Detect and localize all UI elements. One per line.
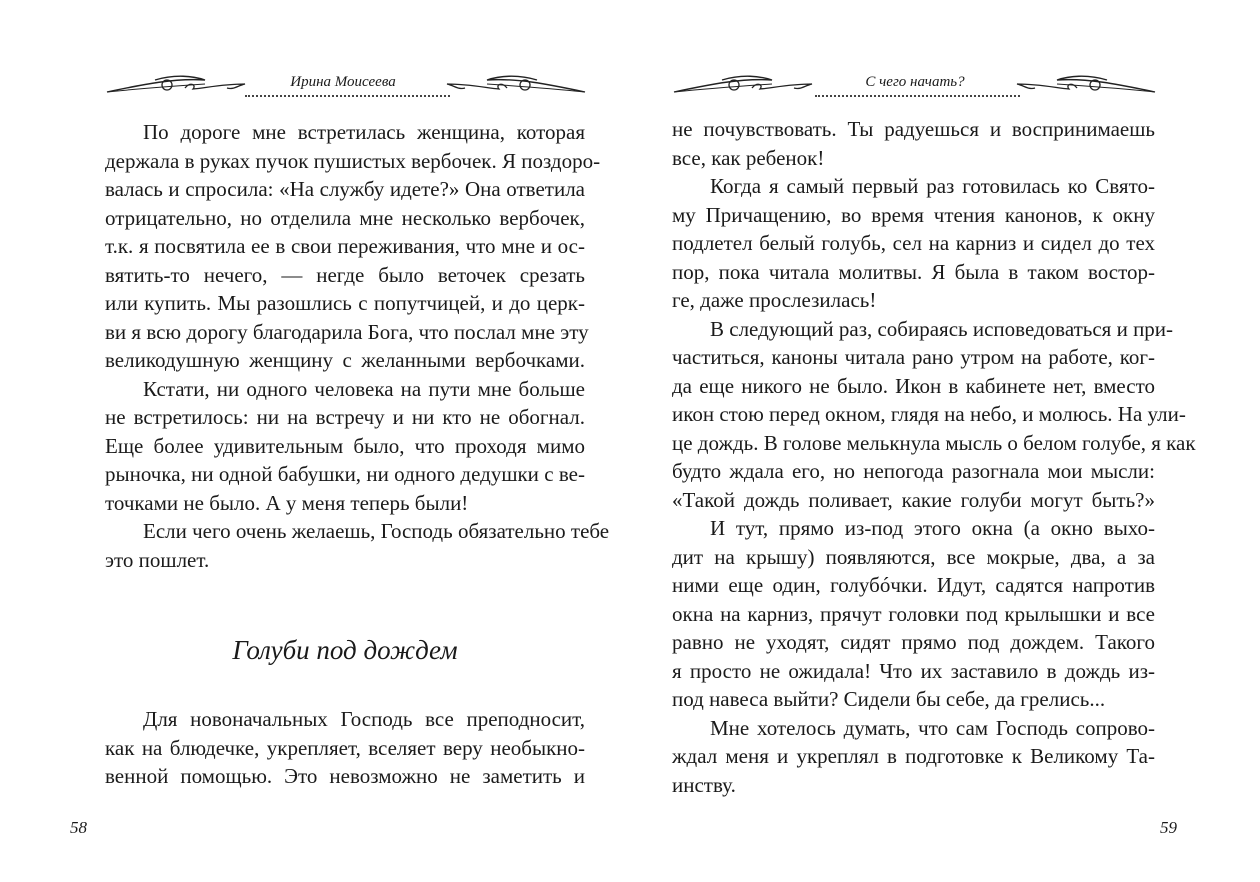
ornament-flourish-icon [445, 70, 587, 96]
text-line: венной помощью. Это невозможно не заметить и [105, 764, 585, 788]
text-line: да еще никого не было. Икон в кабинете нет, вместо [672, 373, 1155, 398]
text-line: ждал меня и укреплял в подготовке к Великому Та- [672, 744, 1155, 768]
text-line: пор, пока читала молитвы. Я была в таком востор- [672, 259, 1155, 284]
text-line: Для новоначальных Господь все преподносит, [143, 707, 585, 731]
text-line: отрицательно, но отделила мне несколько вербочек, [105, 205, 585, 230]
text-line: частиться, каноны читала рано утром на работе, ког- [672, 345, 1155, 369]
section-heading: Голуби под дождем [232, 635, 458, 665]
text-line: Если чего очень желаешь, Господь обязательно тебе [143, 519, 610, 543]
text-line: Когда я самый первый раз готовилась ко Свято- [710, 174, 1155, 198]
text-line: т.к. я посвятила ее в свои переживания, что мне и ос- [105, 234, 585, 258]
text-line: окна на карниз, прячут головки под крылышки и все [672, 601, 1155, 626]
text-line: подлетел белый голубь, сел на карниз и сидел до тех [672, 231, 1155, 255]
text-line: В следующий раз, собираясь исповедоваться и при- [710, 316, 1174, 341]
running-header [0, 66, 630, 106]
ornament-flourish-icon [672, 70, 814, 96]
page-number: 59 [1160, 818, 1177, 837]
text-line: ними еще один, голубóчки. Идут, садятся напротив [672, 573, 1155, 597]
text-line: ге, даже прослезилась! [672, 288, 877, 312]
text-line: это пошлет. [105, 547, 210, 572]
text-line: му Причащению, во время чтения канонов, к окну [672, 202, 1155, 227]
running-head-title: С чего начать? [865, 74, 965, 90]
text-line: валась и спросила: «На службу идете?» Она ответила [105, 177, 585, 201]
text-line: дит на крышу) появляются, все мокрые, два, а за [672, 544, 1155, 569]
text-line: Еще более удивительным было, что проходя мимо [105, 433, 585, 458]
text-line: инству. [672, 772, 736, 797]
text-line: под навеса выйти? Сидели бы себе, да грелись... [672, 687, 1106, 711]
text-line: це дождь. В голове мелькнула мысль о белом голубе, я как [672, 430, 1196, 455]
text-line: По дороге мне встретилась женщина, которая [143, 120, 585, 144]
running-head-title: Ирина Моисеева [290, 74, 396, 90]
text-line: точками не было. А у меня теперь были! [105, 490, 469, 515]
ornament-flourish-icon [1015, 70, 1157, 96]
running-header [630, 66, 1260, 106]
dotted-rule [815, 95, 1020, 97]
text-line: я просто не ожидала! Что их заставило в дождь из- [672, 658, 1155, 683]
dotted-rule [245, 95, 450, 97]
text-line: равно не уходят, сидят прямо под дождем. Такого [672, 630, 1155, 654]
text-line: будто ждала его, но непогода разогнала мои мысли: [672, 459, 1155, 483]
text-line: «Такой дождь поливает, какие голуби могут быть?» [672, 487, 1155, 512]
page-number: 58 [70, 818, 87, 837]
text-line: как на блюдечке, укрепляет, вселяет веру необыкно- [105, 735, 585, 760]
ornament-flourish-icon [105, 70, 247, 96]
text-line: икон стою перед окном, глядя на небо, и молюсь. На ули- [672, 402, 1186, 426]
text-line: не почувствовать. Ты радуешься и воспринимаешь [672, 117, 1155, 141]
text-line: Мне хотелось думать, что сам Господь сопрово- [710, 715, 1155, 740]
text-line: держала в руках пучок пушистых вербочек. Я поздоро- [105, 148, 601, 173]
text-line: все, как ребенок! [672, 145, 825, 170]
text-line: не встретилось: ни на встречу и ни кто не обогнал. [105, 405, 585, 429]
page-body-text [672, 115, 1196, 799]
page-body-text [105, 118, 610, 791]
text-line: И тут, прямо из-под этого окна (а окно выхо- [710, 516, 1155, 540]
text-line: Кстати, ни одного человека на пути мне больше [143, 376, 585, 401]
right-page [630, 0, 1260, 882]
text-line: рыночка, ни одной бабушки, ни одного дедушки с ве- [105, 462, 585, 486]
text-line: вятить-то нечего, — негде было веточек срезать [105, 262, 585, 287]
text-line: или купить. Мы разошлись с попутчицей, и до церк- [105, 291, 585, 315]
text-line: великодушную женщину с желанными вербочками. [105, 348, 585, 372]
text-line: ви я всю дорогу благодарила Бога, что послал мне эту [105, 319, 589, 344]
